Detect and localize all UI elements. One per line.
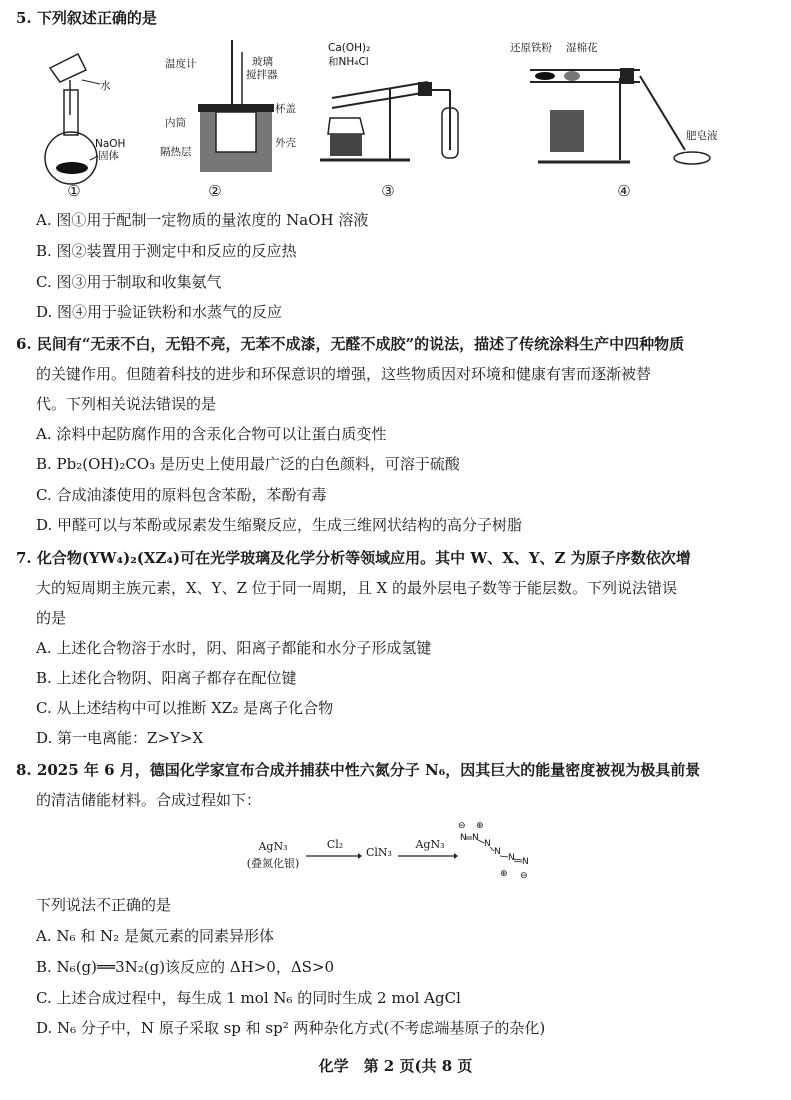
q6-stem-2: 的关键作用。但随着科技的进步和环保意识的增强，这些物质因对环境和健康有害而逐渐被替 bbox=[36, 365, 652, 383]
q8-option-b: B. N₆(g)══3N₂(g)该反应的 ΔH>0，ΔS>0 bbox=[36, 958, 335, 976]
q7-option-d: D. 第一电离能：Z>Y>X bbox=[36, 729, 204, 747]
q6-option-c: C. 合成油漆使用的原料包含苯酚，苯酚有毒 bbox=[36, 486, 327, 504]
fig1-solid-label: 固体 bbox=[98, 150, 119, 162]
scheme-agn3: AgN₃ bbox=[258, 840, 288, 853]
svg-text:N: N bbox=[484, 839, 491, 849]
q5-option-c: C. 图③用于制取和收集氨气 bbox=[36, 273, 222, 291]
scheme-cln3: ClN₃ bbox=[366, 846, 392, 859]
fig4-soap-label: 肥皂液 bbox=[686, 130, 718, 142]
scheme-arrow-2 bbox=[398, 852, 458, 862]
fig3-nh4cl-label: 和NH₄Cl bbox=[328, 56, 369, 68]
scheme-cl2: Cl₂ bbox=[326, 838, 344, 851]
q7-option-b: B. 上述化合物阴、阳离子都存在配位键 bbox=[36, 669, 297, 687]
figure-4-iron-steam-apparatus bbox=[520, 40, 720, 180]
n6-structure bbox=[456, 818, 536, 882]
q8-option-a: A. N₆ 和 N₂ 是氮元素的同素异形体 bbox=[36, 927, 274, 945]
svg-text:N: N bbox=[460, 833, 467, 843]
q5-option-b: B. 图②装置用于测定中和反应的反应热 bbox=[36, 242, 297, 260]
fig2-lid-label: 杯盖 bbox=[275, 103, 296, 115]
fig2-number: ② bbox=[208, 182, 222, 200]
figure-3-ammonia-apparatus bbox=[320, 70, 470, 170]
q5-option-a: A. 图①用于配制一定物质的量浓度的 NaOH 溶液 bbox=[36, 211, 369, 229]
q7-option-c: C. 从上述结构中可以推断 XZ₂ 是离子化合物 bbox=[36, 699, 334, 717]
q8-sub-stem: 下列说法不正确的是 bbox=[36, 896, 172, 914]
svg-text:⊖: ⊖ bbox=[458, 821, 466, 831]
q8-stem-2: 的清洁储能材料。合成过程如下： bbox=[36, 791, 262, 809]
q5-option-d: D. 图④用于验证铁粉和水蒸气的反应 bbox=[36, 303, 283, 321]
q6-option-b: B. Pb₂(OH)₂CO₃ 是历史上使用最广泛的白色颜料，可溶于硫酸 bbox=[36, 455, 460, 473]
svg-text:⊕: ⊕ bbox=[476, 821, 484, 831]
q8-option-c: C. 上述合成过程中，每生成 1 mol N₆ 的同时生成 2 mol AgCl bbox=[36, 989, 461, 1007]
svg-text:N: N bbox=[522, 857, 529, 867]
q8-stem-1: 8. 2025 年 6 月，德国化学家宣布合成并捕获中性六氮分子 N₆，因其巨大的能量密度被视为极具前景 bbox=[16, 761, 701, 779]
q7-stem-1: 7. 化合物(YW₄)₂(XZ₄)可在光学玻璃及化学分析等领域应用。其中 W、X、Y、Z 为原子序数依次增 bbox=[16, 549, 691, 567]
scheme-agn3-name: (叠氮化银) bbox=[246, 857, 300, 870]
fig2-outer-label: 外壳 bbox=[275, 137, 296, 149]
q6-option-d: D. 甲醛可以与苯酚或尿素发生缩聚反应，生成三维网状结构的高分子树脂 bbox=[36, 516, 523, 534]
fig4-cotton-label: 湿棉花 bbox=[566, 42, 598, 54]
q7-option-a: A. 上述化合物溶于水时，阴、阳离子都能和水分子形成氢键 bbox=[36, 639, 432, 657]
q7-stem-3: 的是 bbox=[36, 609, 67, 627]
figure-1-volumetric-flask bbox=[30, 40, 150, 180]
fig1-number: ① bbox=[67, 182, 81, 200]
svg-text:⊕: ⊕ bbox=[500, 869, 508, 879]
fig3-caoh2-label: Ca(OH)₂ bbox=[328, 42, 371, 54]
page-footer: 化学 第 2 页(共 8 页 bbox=[318, 1057, 473, 1075]
scheme-arrow-1 bbox=[306, 852, 362, 862]
scheme-agn3-reagent: AgN₃ bbox=[415, 838, 445, 851]
q7-stem-2: 大的短周期主族元素，X、Y、Z 位于同一周期，且 X 的最外层电子数等于能层数。下列说法错误 bbox=[36, 579, 677, 597]
q8-option-d: D. N₆ 分子中，N 原子采取 sp 和 sp² 两种杂化方式(不考虑端基原子的杂化) bbox=[36, 1019, 546, 1037]
q6-stem-1: 6. 民间有“无汞不白，无铅不亮，无苯不成漆，无醛不成胶”的说法，描述了传统涂料生产中四种物质 bbox=[16, 335, 685, 353]
fig1-naoh-label: NaOH bbox=[95, 138, 126, 150]
fig3-number: ③ bbox=[381, 182, 395, 200]
svg-text:N: N bbox=[472, 833, 479, 843]
q6-option-a: A. 涂料中起防腐作用的含汞化合物可以让蛋白质变性 bbox=[36, 425, 387, 443]
svg-text:N: N bbox=[494, 847, 501, 857]
q5-stem: 5. 下列叙述正确的是 bbox=[16, 9, 157, 27]
fig1-water-label: 水 bbox=[100, 80, 111, 92]
fig2-inner-label: 内筒 bbox=[165, 117, 186, 129]
svg-text:N: N bbox=[508, 853, 515, 863]
fig4-iron-label: 还原铁粉 bbox=[510, 42, 552, 54]
fig4-number: ④ bbox=[617, 182, 631, 200]
svg-text:⊖: ⊖ bbox=[520, 871, 528, 881]
fig2-stirrer-label: 搅拌器 bbox=[246, 69, 278, 81]
fig2-glass-label: 玻璃 bbox=[252, 56, 273, 68]
fig2-thermometer-label: 温度计 bbox=[165, 58, 197, 70]
q6-stem-3: 代。下列相关说法错误的是 bbox=[36, 395, 217, 413]
fig2-insulation-label: 隔热层 bbox=[160, 146, 192, 158]
